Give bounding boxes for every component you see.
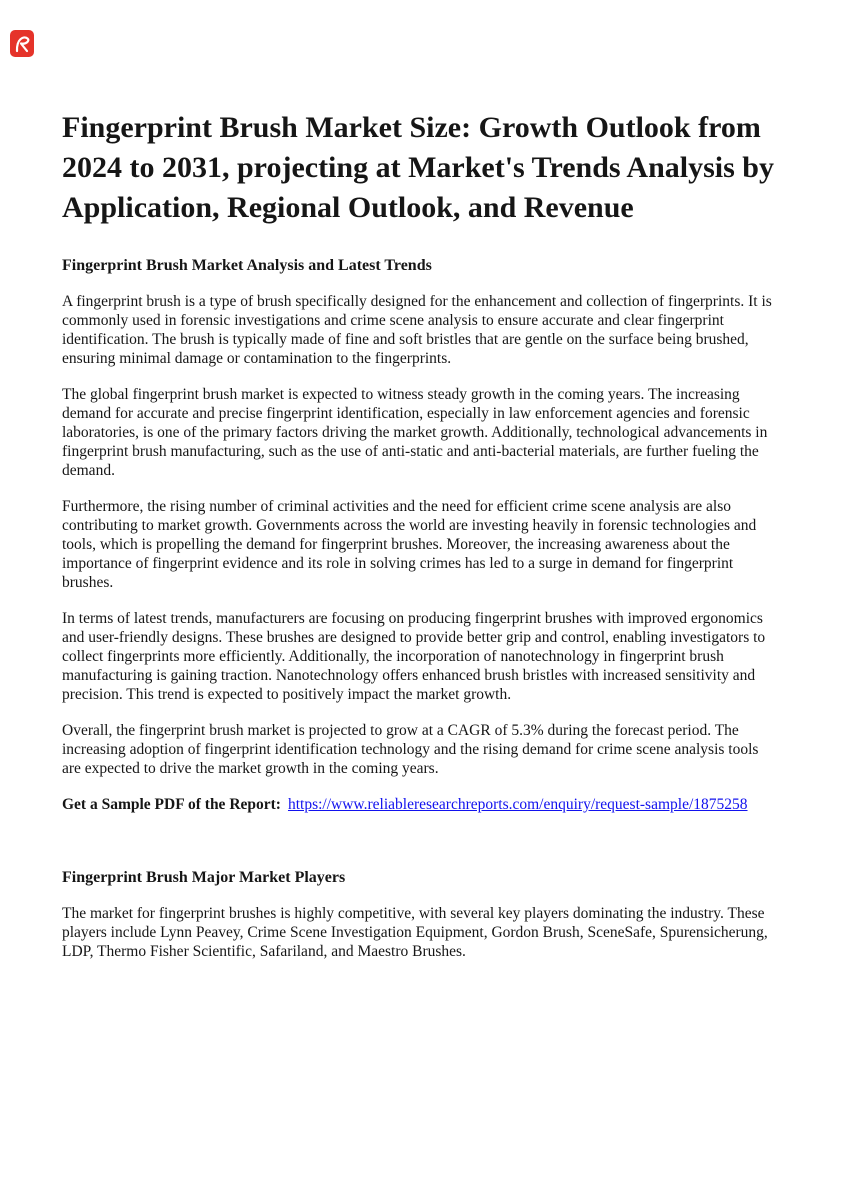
publisher-logo-icon: [10, 30, 34, 57]
page-title: Fingerprint Brush Market Size: Growth Outlook from 2024 to 2031, projecting at Market's Trends Analysis by Application, Regional Outlook, and Revenue: [62, 111, 774, 224]
paragraph-market-growth: The global fingerprint brush market is expected to witness steady growth in the coming years. The increasing demand for accurate and precise fingerprint identification, especially in law enforcement agencies and forensic laboratories, is one of the primary factors driving the market growth. Additionally, technological advancements in fingerprint brush manufacturing, such as the use of anti-static and anti-bacterial materials, are further fueling the demand.: [62, 386, 768, 479]
section-heading-analysis: Fingerprint Brush Market Analysis and Latest Trends: [62, 257, 432, 274]
publisher-logo: [10, 30, 34, 57]
paragraph-latest-trends: In terms of latest trends, manufacturers are focusing on producing fingerprint brushes with improved ergonomics and user-friendly designs. These brushes are designed to provide better grip and control, enabling investigators to collect fingerprints more efficiently. Additionally, the incorporation of nanotechnology in fingerprint brush manufacturing is gaining traction. Nanotechnology offers enhanced brush bristles with increased sensitivity and precision. This trend is expected to positively impact the market growth.: [62, 610, 766, 703]
paragraph-players: The market for fingerprint brushes is highly competitive, with several key players dominating the industry. These players include Lynn Peavey, Crime Scene Investigation Equipment, Gordon Brush, SceneSafe, Spurensicherung, LDP, Thermo Fisher Scientific, Safariland, and Maestro Brushes.: [62, 905, 768, 960]
sample-pdf-label: Get a Sample PDF of the Report:: [62, 796, 281, 813]
sample-pdf-line: [62, 795, 778, 814]
paragraph-growth-drivers: Furthermore, the rising number of criminal activities and the need for efficient crime scene analysis are also contributing to market growth. Governments across the world are investing heavily in forensic technologies and tools, which is propelling the demand for fingerprint brushes. Moreover, the increasing awareness about the importance of fingerprint evidence and its role in solving crimes has led to a surge in demand for fingerprint brushes.: [62, 498, 757, 591]
paragraph-cagr-forecast: Overall, the fingerprint brush market is projected to grow at a CAGR of 5.3% during the forecast period. The increasing adoption of fingerprint identification technology and the rising demand for crime scene analysis tools are expected to drive the market growth in the coming years.: [62, 722, 759, 777]
sample-pdf-link[interactable]: https://www.reliableresearchreports.com/enquiry/request-sample/1875258: [287, 796, 748, 813]
paragraph-definition: A fingerprint brush is a type of brush specifically designed for the enhancement and collection of fingerprints. It is commonly used in forensic investigations and crime scene analysis to ensure accurate and clear fingerprint identification. The brush is typically made of fine and soft bristles that are gentle on the surface being brushed, ensuring minimal damage or contamination to the fingerprints.: [62, 293, 772, 367]
section-heading-players: Fingerprint Brush Major Market Players: [62, 869, 346, 886]
